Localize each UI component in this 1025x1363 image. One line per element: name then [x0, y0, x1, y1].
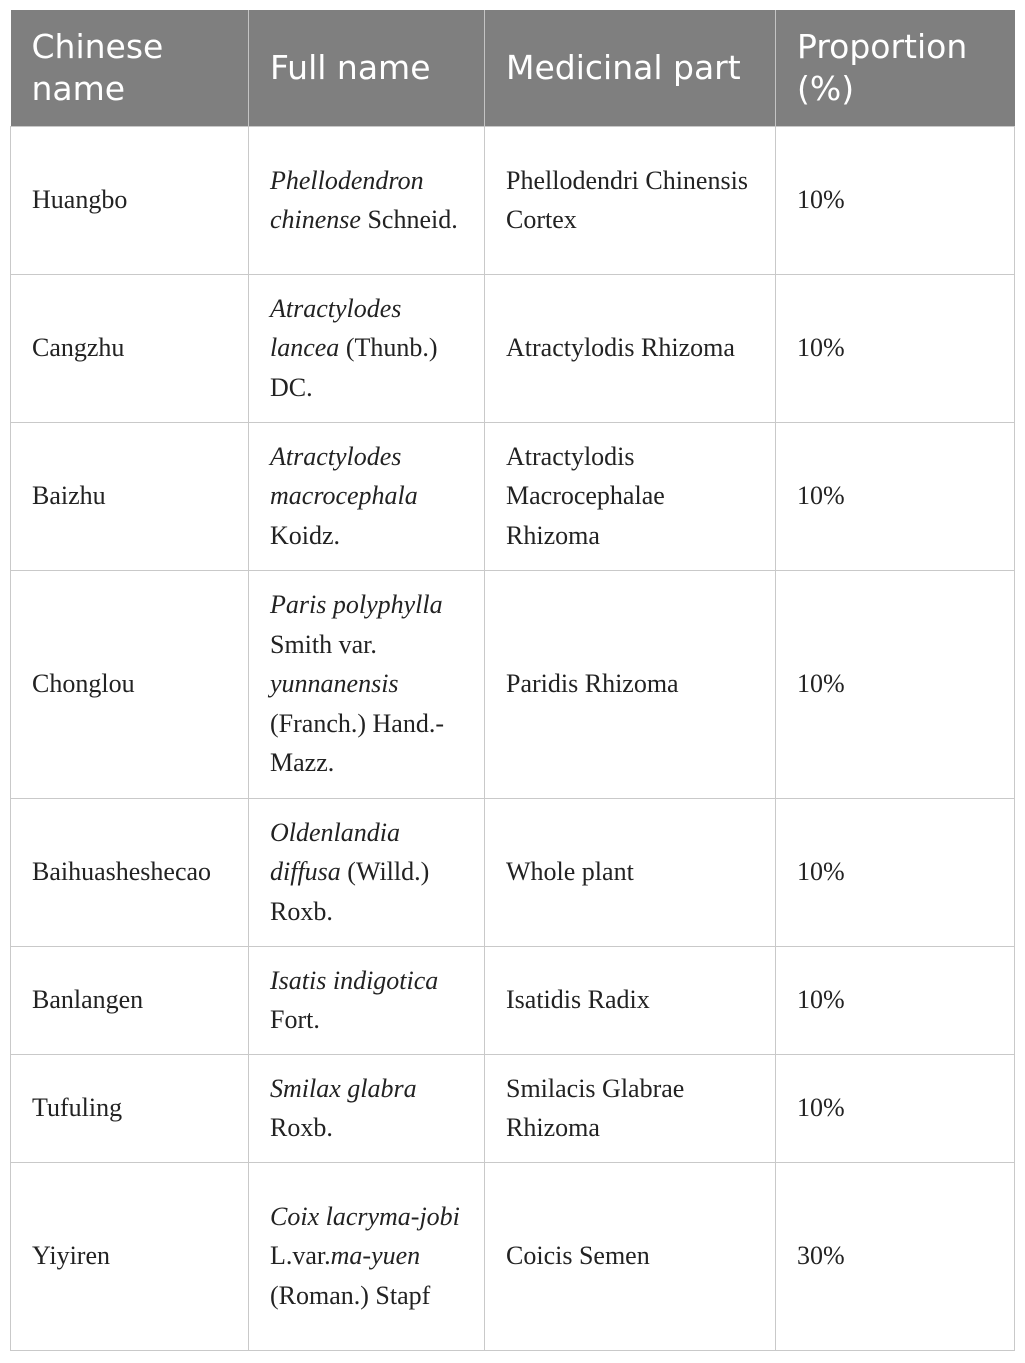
cell-full-name [249, 422, 485, 570]
table-row [11, 570, 1015, 798]
cell-medicinal-part: Atractylodis Rhizoma [485, 274, 776, 422]
cell-proportion: 30% [776, 1162, 1015, 1350]
cell-chinese-name: Banlangen [11, 946, 249, 1054]
cell-chinese-name: Baizhu [11, 422, 249, 570]
table-row [11, 422, 1015, 570]
cell-medicinal-part: Isatidis Radix [485, 946, 776, 1054]
full-name-italic-segment: Phellodendron chinense [270, 165, 424, 234]
cell-proportion: 10% [776, 1054, 1015, 1162]
cell-proportion: 10% [776, 126, 1015, 274]
cell-full-name [249, 126, 485, 274]
header-chinese-name: Chinese name [11, 10, 249, 126]
cell-chinese-name: Yiyiren [11, 1162, 249, 1350]
table-body [11, 126, 1015, 1350]
full-name-italic-segment: Oldenlandia diffusa [270, 817, 400, 887]
full-name-segment: Roxb. [270, 1113, 333, 1142]
cell-medicinal-part: Atractylodis Macrocephalae Rhizoma [485, 422, 776, 570]
full-name-italic-segment: Smilax glabra [270, 1073, 417, 1103]
full-name-italic-segment: Atractylodes macrocephala [270, 441, 418, 511]
cell-full-name [249, 798, 485, 946]
herb-composition-table [10, 10, 1015, 1351]
cell-chinese-name: Baihuasheshecao [11, 798, 249, 946]
full-name-italic-segment: yunnanensis [270, 669, 399, 699]
cell-medicinal-part: Paridis Rhizoma [485, 570, 776, 798]
cell-medicinal-part: Coicis Semen [485, 1162, 776, 1350]
header-proportion: Proportion (%) [776, 10, 1015, 126]
header-full-name: Full name [249, 10, 485, 126]
table-row [11, 1162, 1015, 1350]
table-row [11, 798, 1015, 946]
cell-full-name [249, 570, 485, 798]
table-row [11, 1054, 1015, 1162]
full-name-segment: (Roman.) Stapf [270, 1280, 431, 1310]
cell-medicinal-part: Phellodendri Chinensis Cortex [485, 126, 776, 274]
cell-proportion: 10% [776, 570, 1015, 798]
full-name-segment: Koidz. [270, 520, 341, 550]
cell-full-name [249, 1162, 485, 1350]
cell-full-name [249, 946, 485, 1054]
full-name-italic-segment: ma-yuen [330, 1241, 421, 1271]
cell-full-name [249, 1054, 485, 1162]
full-name-segment: (Thunb.) DC. [270, 333, 438, 402]
full-name-segment: L.var. [270, 1241, 331, 1271]
cell-proportion: 10% [776, 946, 1015, 1054]
full-name-italic-segment: Coix lacryma-jobi [270, 1201, 460, 1231]
full-name-segment: (Willd.) Roxb. [270, 857, 430, 926]
table-row [11, 274, 1015, 422]
header-row [11, 10, 1015, 126]
cell-chinese-name: Cangzhu [11, 274, 249, 422]
full-name-italic-segment: Atractylodes lancea [270, 293, 402, 363]
cell-medicinal-part: Whole plant [485, 798, 776, 946]
full-name-segment: Schneid. [360, 205, 458, 234]
cell-proportion: 10% [776, 798, 1015, 946]
header-medicinal-part: Medicinal part [485, 10, 776, 126]
cell-full-name [249, 274, 485, 422]
cell-proportion: 10% [776, 274, 1015, 422]
full-name-segment: Fort. [270, 1005, 320, 1034]
full-name-segment: Smith var. [270, 629, 377, 659]
table-row [11, 126, 1015, 274]
table-row [11, 946, 1015, 1054]
cell-chinese-name: Chonglou [11, 570, 249, 798]
cell-chinese-name: Tufuling [11, 1054, 249, 1162]
full-name-italic-segment: Isatis indigotica [270, 965, 439, 995]
cell-proportion: 10% [776, 422, 1015, 570]
cell-chinese-name: Huangbo [11, 126, 249, 274]
cell-medicinal-part: Smilacis Glabrae Rhizoma [485, 1054, 776, 1162]
full-name-segment: (Franch.) Hand.-Mazz. [270, 708, 444, 778]
full-name-italic-segment: Paris polyphylla [270, 590, 443, 620]
